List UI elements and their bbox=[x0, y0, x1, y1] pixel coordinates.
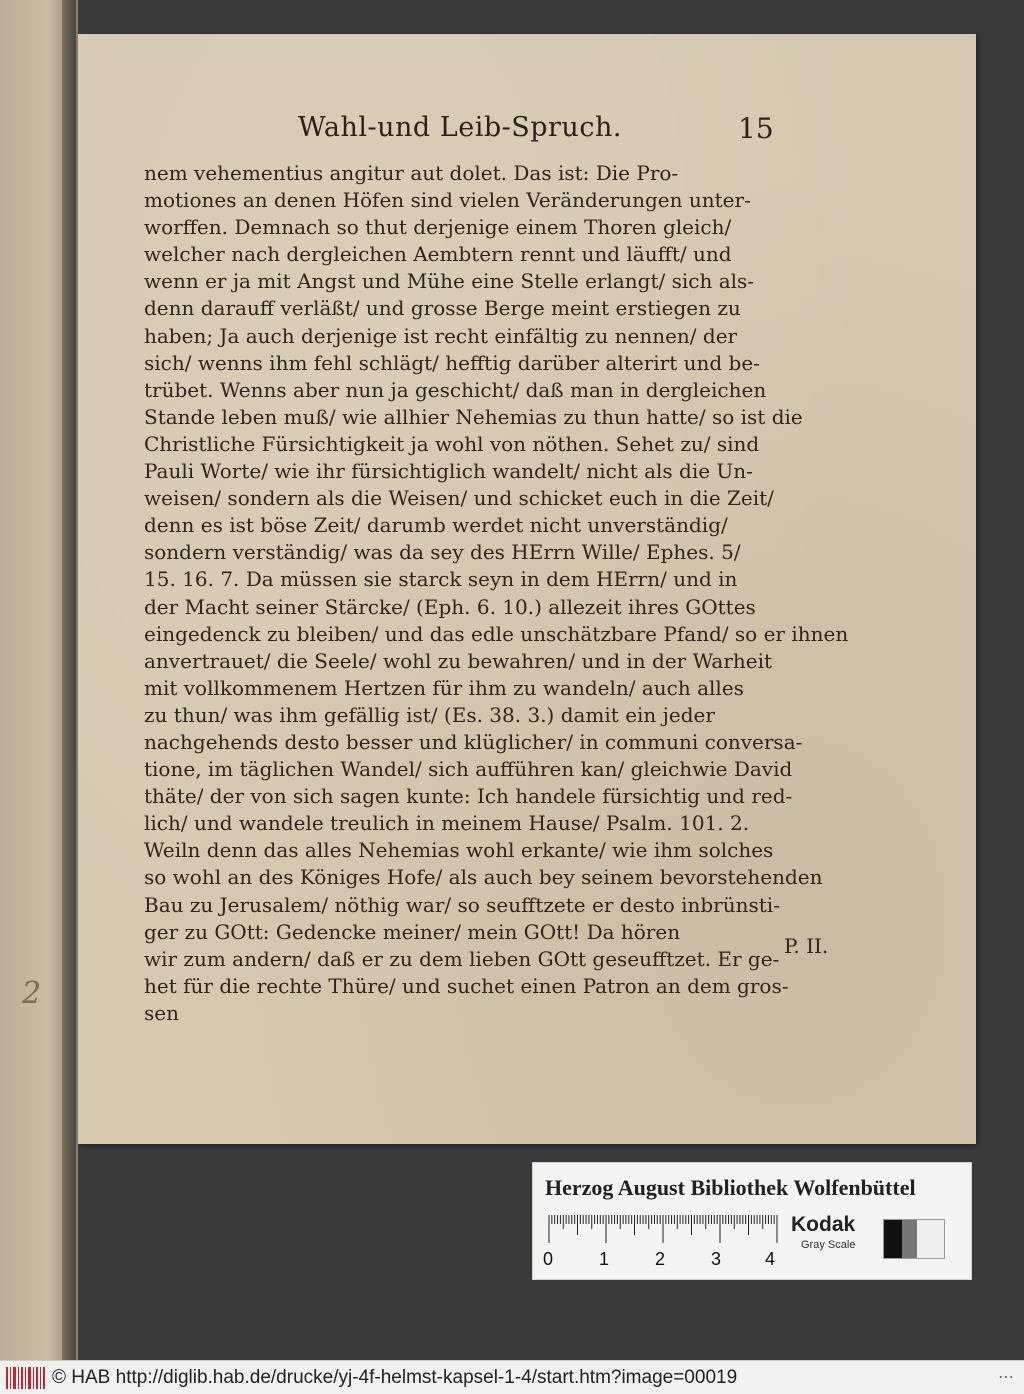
barcode-icon bbox=[6, 1367, 46, 1389]
text-line: Bau zu Jerusalem/ nöthig war/ so seufftzete er desto inbrünsti- bbox=[144, 892, 780, 917]
text-line: Christliche Fürsichtigkeit ja wohl von nöthen. Sehet zu/ sind bbox=[144, 431, 760, 456]
text-line: ger zu GOtt: Gedencke meiner/ mein GOtt! Da hören bbox=[144, 919, 681, 944]
text-line: Weiln denn das alles Nehemias wohl erkante/ wie ihm solches bbox=[144, 838, 774, 863]
text-line: het für die rechte Thüre/ und suchet einen Patron an dem gros- bbox=[144, 973, 789, 998]
kodak-subtitle: Gray Scale bbox=[801, 1239, 856, 1251]
text-line: worffen. Demnach so thut derjenige einem Thoren gleich/ bbox=[144, 215, 732, 240]
text-line: denn darauff verläßt/ und grosse Berge meint erstiegen zu bbox=[144, 296, 741, 321]
text-line: Pauli Worte/ wie ihr fürsichtiglich wandelt/ nicht als die Un- bbox=[144, 459, 753, 484]
more-icon[interactable]: ⋯ bbox=[998, 1369, 1014, 1386]
ruler-number: 0 bbox=[543, 1249, 554, 1269]
text-line: lich/ und wandele treulich in meinem Hause/ Psalm. 101. 2. bbox=[144, 811, 750, 836]
footer-bar bbox=[0, 1360, 1024, 1394]
ruler-number: 2 bbox=[655, 1249, 666, 1269]
library-label-card bbox=[532, 1162, 972, 1280]
scanned-page bbox=[78, 34, 976, 1144]
text-line: mit vollkommenem Hertzen für ihm zu wandeln/ auch alles bbox=[144, 675, 744, 700]
text-line: 15. 16. 7. Da müssen sie starck seyn in dem HErrn/ und in bbox=[144, 567, 738, 592]
text-line: thäte/ der von sich sagen kunte: Ich handele fürsichtig und red- bbox=[144, 784, 793, 809]
text-line: welcher nach dergleichen Aembtern rennt und läufft/ und bbox=[144, 242, 732, 267]
text-line: sen bbox=[144, 1000, 179, 1025]
text-line: eingedenck zu bleiben/ und das edle unschätzbare Pfand/ so er ihnen bbox=[144, 621, 849, 646]
text-line: wir zum andern/ daß er zu dem lieben GOtt geseufftzet. Er ge- bbox=[144, 946, 780, 971]
text-line: trübet. Wenns aber nun ja geschicht/ daß man in dergleichen bbox=[144, 377, 767, 402]
library-name: Herzog August Bibliothek Wolfenbüttel bbox=[545, 1175, 916, 1200]
text-line: nachgehends desto besser und klüglicher/ in communi conversa- bbox=[144, 729, 803, 754]
ruler-number: 3 bbox=[711, 1249, 722, 1269]
text-line: tione, im täglichen Wandel/ sich aufführen kan/ gleichwie David bbox=[144, 757, 793, 782]
ruler-number: 4 bbox=[765, 1249, 776, 1269]
ruler-scale bbox=[547, 1215, 779, 1245]
text-line: anvertrauet/ die Seele/ wohl zu bewahren/ und in der Warheit bbox=[144, 648, 773, 673]
text-line: wenn er ja mit Angst und Mühe eine Stelle erlangt/ sich als- bbox=[144, 269, 755, 294]
text-line: motiones an denen Höfen sind vielen Veränderungen unter- bbox=[144, 188, 751, 213]
text-line: so wohl an des Königes Hofe/ als auch bey seinem bevorstehenden bbox=[144, 865, 823, 890]
book-gutter bbox=[62, 0, 76, 1360]
text-line: zu thun/ was ihm gefällig ist/ (Es. 38. 3.) damit ein jeder bbox=[144, 702, 715, 727]
text-line: sondern verständig/ was da sey des HErrn Wille/ Ephes. 5/ bbox=[144, 540, 741, 565]
marginal-note: P. II. bbox=[784, 934, 829, 958]
ruler-number: 1 bbox=[599, 1249, 610, 1269]
running-head: Wahl-und Leib-Spruch. bbox=[298, 112, 622, 143]
text-line: sich/ wenns ihm fehl schlägt/ hefftig darüber alterirt und be- bbox=[144, 350, 760, 375]
handwritten-mark: 2 bbox=[22, 976, 42, 1011]
text-line: der Macht seiner Stärcke/ (Eph. 6. 10.) allezeit ihres GOttes bbox=[144, 594, 756, 619]
text-line: Stande leben muß/ wie allhier Nehemias zu thun hatte/ so ist die bbox=[144, 404, 803, 429]
text-line: weisen/ sondern als die Weisen/ und schicket euch in die Zeit/ bbox=[144, 486, 774, 511]
copyright-url[interactable]: © HAB http://diglib.hab.de/drucke/yj-4f-helmst-kapsel-1-4/start.htm?image=00019 bbox=[52, 1367, 738, 1388]
gray-scale-patch bbox=[883, 1219, 945, 1259]
text-line: haben; Ja auch derjenige ist recht einfältig zu nennen/ der bbox=[144, 323, 738, 348]
text-line: denn es ist böse Zeit/ darumb werdet nicht unverständig/ bbox=[144, 513, 728, 538]
kodak-logo: Kodak bbox=[791, 1213, 856, 1236]
text-line: nem vehementius angitur aut dolet. Das ist: Die Pro- bbox=[144, 161, 679, 185]
page-number: 15 bbox=[738, 112, 774, 145]
